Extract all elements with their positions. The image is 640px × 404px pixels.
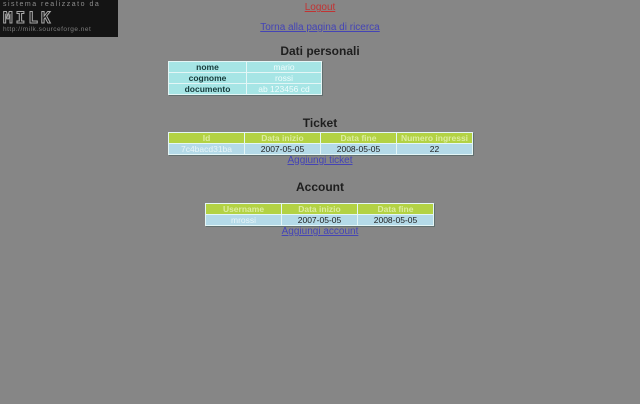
personal-value-nome: mario [247, 62, 322, 73]
ticket-title: Ticket [302, 116, 338, 130]
logout-row [0, 2, 640, 13]
ticket-col-id: Id [169, 133, 245, 144]
add-ticket-link[interactable]: Aggiungi ticket [287, 155, 353, 166]
account-col-start-date: Data inizio [282, 204, 358, 215]
ticket-col-entries: Numero ingressi [397, 133, 473, 144]
table-row [169, 73, 322, 84]
personal-label-nome: nome [169, 62, 247, 73]
account-end-date-cell: 2008-05-05 [358, 215, 434, 226]
add-account-row [0, 226, 640, 237]
back-to-search-link[interactable]: Torna alla pagina di ricerca [260, 22, 380, 33]
ticket-end-date-cell: 2008-05-05 [321, 144, 397, 155]
personal-data-table [168, 61, 322, 95]
logo-tagline: sistema realizzato da [3, 1, 101, 8]
personal-data-title: Dati personali [280, 44, 360, 58]
table-row [169, 62, 322, 73]
table-row [206, 215, 434, 226]
logout-link[interactable]: Logout [304, 2, 336, 13]
personal-value-cognome: rossi [247, 73, 322, 84]
account-username-cell: mrossi [206, 215, 282, 226]
add-account-link[interactable]: Aggiungi account [281, 226, 359, 237]
ticket-col-end-date: Data fine [321, 133, 397, 144]
personal-value-documento: ab 123456 cd [247, 84, 322, 95]
back-row [0, 22, 640, 33]
ticket-header-row [169, 133, 473, 144]
personal-label-documento: documento [169, 84, 247, 95]
account-header-row [206, 204, 434, 215]
table-row [169, 84, 322, 95]
table-row [169, 144, 473, 155]
ticket-start-date-cell: 2007-05-05 [245, 144, 321, 155]
personal-label-cognome: cognome [169, 73, 247, 84]
account-col-end-date: Data fine [358, 204, 434, 215]
account-start-date-cell: 2007-05-05 [282, 215, 358, 226]
add-ticket-row [0, 155, 640, 166]
account-title: Account [296, 180, 344, 194]
ticket-entries-cell: 22 [397, 144, 473, 155]
logo-wordmark: MILK [3, 8, 54, 27]
ticket-col-start-date: Data inizio [245, 133, 321, 144]
account-col-username: Username [206, 204, 282, 215]
ticket-table [168, 132, 473, 155]
account-table [205, 203, 434, 226]
logo-url: http://milk.sourceforge.net [3, 26, 92, 33]
ticket-id-cell: 7c4bacd31ba [169, 144, 245, 155]
